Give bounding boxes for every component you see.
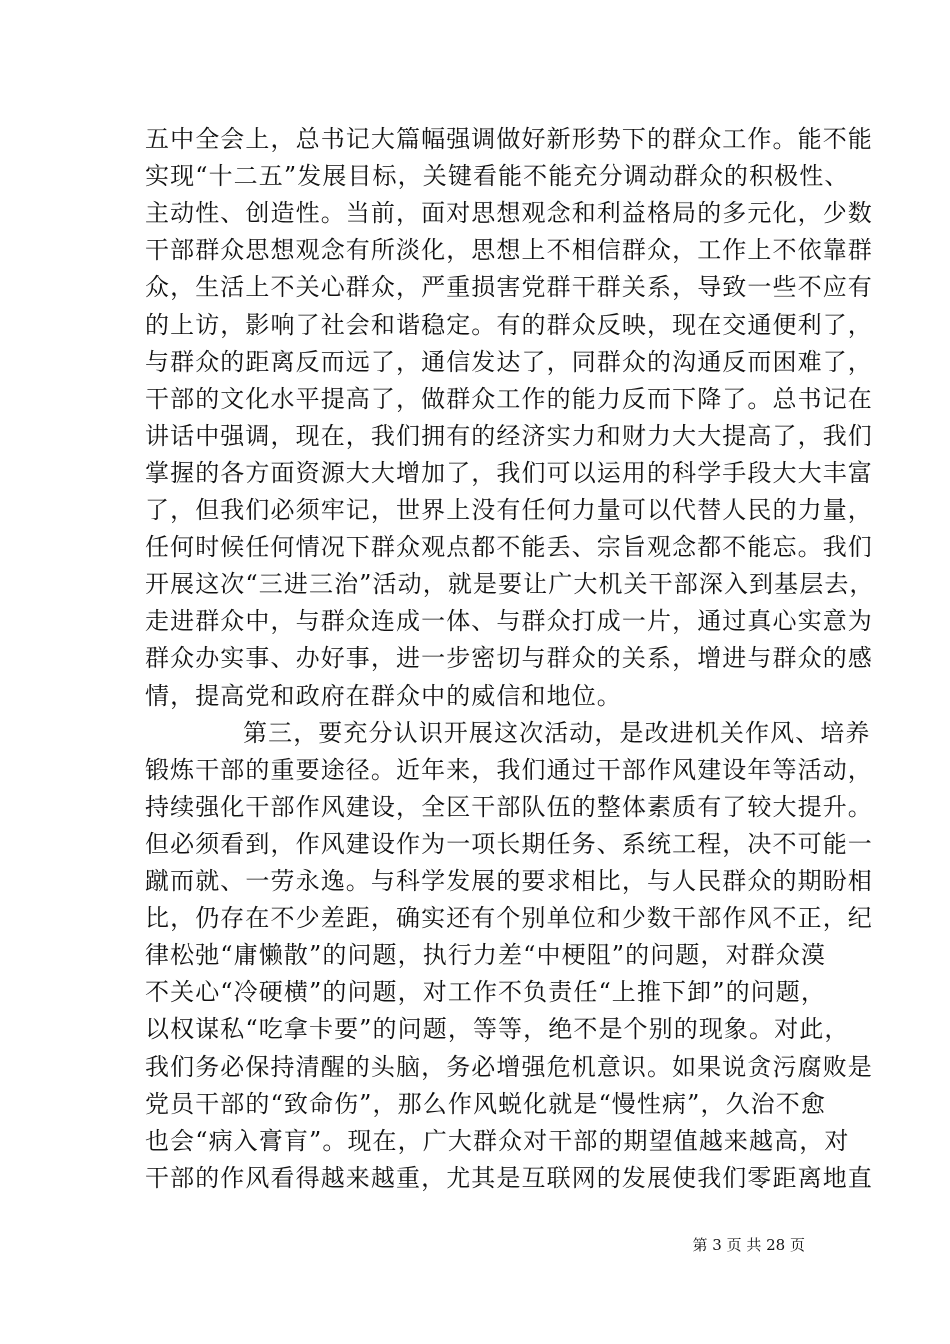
- text-line: 也会“病入膏肓”。现在，广大群众对干部的期望值越来越高，对: [145, 1127, 850, 1155]
- text-line: 比，仍存在不少差距，确实还有个别单位和少数干部作风不正，纪: [145, 904, 873, 932]
- text-line: 的上访，影响了社会和谐稳定。有的群众反映，现在交通便利了，: [145, 311, 873, 339]
- text-line: 群众办实事、办好事，进一步密切与群众的关系，增进与群众的感: [145, 644, 873, 672]
- text-line: 任何时候任何情况下群众观点都不能丢、宗旨观念都不能忘。我们: [145, 533, 873, 561]
- text-line: 不关心“冷硬横”的问题，对工作不负责任“上推下卸”的问题，: [145, 978, 826, 1006]
- text-line: 律松弛“庸懒散”的问题，执行力差“中梗阻”的问题，对群众漠: [145, 941, 826, 969]
- text-line: 实现“十二五”发展目标，关键看能不能充分调动群众的积极性、: [145, 162, 850, 190]
- text-line: 开展这次“三进三治”活动，就是要让广大机关干部深入到基层去，: [145, 570, 875, 598]
- text-line: 讲话中强调，现在，我们拥有的经济实力和财力大大提高了，我们: [145, 422, 873, 450]
- text-line: 蹴而就、一劳永逸。与科学发展的要求相比，与人民群众的期盼相: [145, 867, 873, 895]
- page-footer: 第 3 页 共 28 页: [692, 1236, 805, 1254]
- text-line: 干部的作风看得越来越重，尤其是互联网的发展使我们零距离地直: [145, 1164, 873, 1192]
- text-line: 主动性、创造性。当前，面对思想观念和利益格局的多元化，少数: [145, 199, 873, 227]
- text-line: 走进群众中，与群众连成一体、与群众打成一片，通过真心实意为: [145, 607, 873, 635]
- text-line: 持续强化干部作风建设，全区干部队伍的整体素质有了较大提升。: [145, 793, 873, 821]
- text-line: 与群众的距离反而远了，通信发达了，同群众的沟通反而困难了，: [145, 348, 873, 376]
- text-line: 但必须看到，作风建设作为一项长期任务、系统工程，决不可能一: [145, 830, 873, 858]
- text-line: 党员干部的“致命伤”，那么作风蜕化就是“慢性病”，久治不愈: [145, 1090, 826, 1118]
- text-line: 了，但我们必须牢记，世界上没有任何力量可以代替人民的力量，: [145, 496, 873, 524]
- text-line: 五中全会上，总书记大篇幅强调做好新形势下的群众工作。能不能: [145, 125, 873, 153]
- text-line: 掌握的各方面资源大大增加了，我们可以运用的科学手段大大丰富: [145, 459, 873, 487]
- text-line: 情，提高党和政府在群众中的威信和地位。: [145, 682, 622, 710]
- text-line: 我们务必保持清醒的头脑，务必增强危机意识。如果说贪污腐败是: [145, 1053, 873, 1081]
- text-line: 众，生活上不关心群众，严重损害党群干群关系，导致一些不应有: [145, 273, 873, 301]
- text-line: 第三，要充分认识开展这次活动，是改进机关作风、培养: [243, 719, 871, 747]
- text-line: 干部的文化水平提高了，做群众工作的能力反而下降了。总书记在: [145, 385, 873, 413]
- text-line: 以权谋私“吃拿卡要”的问题，等等，绝不是个别的现象。对此，: [145, 1015, 850, 1043]
- text-line: 锻炼干部的重要途径。近年来，我们通过干部作风建设年等活动，: [145, 756, 873, 784]
- text-line: 干部群众思想观念有所淡化，思想上不相信群众，工作上不依靠群: [145, 236, 873, 264]
